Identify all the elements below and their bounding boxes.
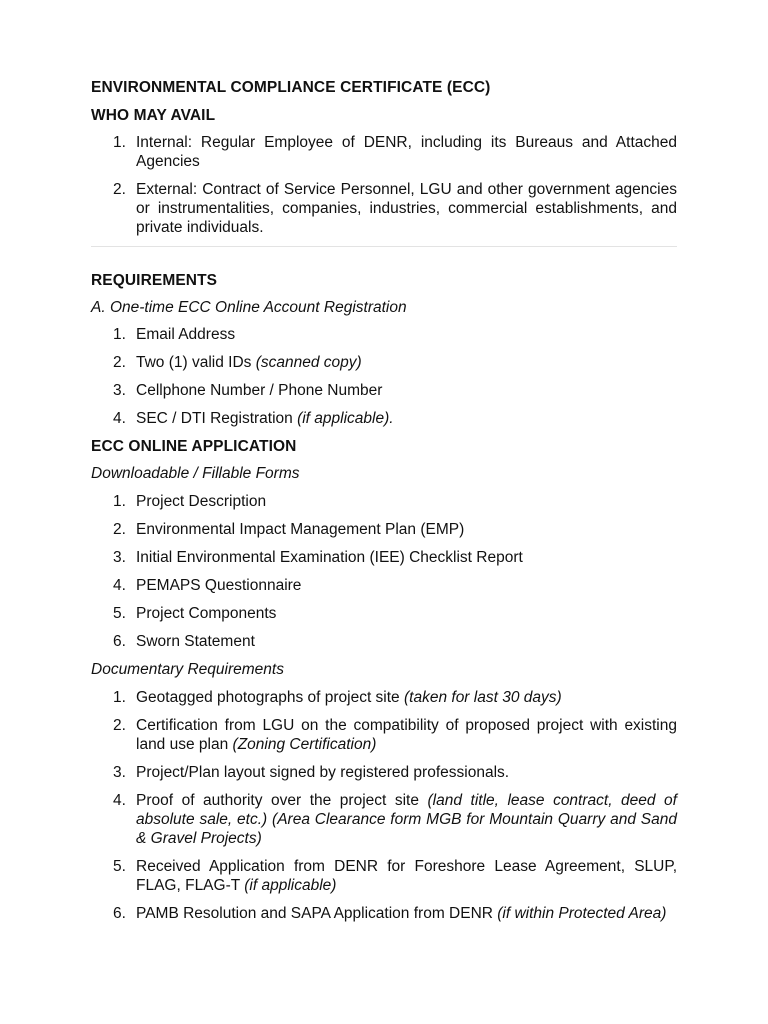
docs-subheading: Documentary Requirements [91,661,284,678]
online-application-heading: ECC ONLINE APPLICATION [91,438,297,455]
document-title: ENVIRONMENTAL COMPLIANCE CERTIFICATE (ECC) [91,79,491,96]
list-item-text: PAMB Resolution and SAPA Application from DENR [136,905,498,922]
docs-list [91,688,677,923]
list-item-text: Sworn Statement [136,633,255,650]
forms-list [91,492,677,651]
list-item [91,133,677,171]
list-item-text: Internal: Regular Employee of DENR, including its Bureaus and Attached Agencies [136,134,677,170]
list-item [91,409,677,428]
list-number: 1. [113,134,126,151]
list-item-note: (if applicable). [297,410,394,427]
list-item-text: Initial Environmental Examination (IEE) Checklist Report [136,549,523,566]
list-item-note: (if within Protected Area) [497,905,667,922]
list-number: 3. [113,549,126,566]
list-item-text: External: Contract of Service Personnel, LGU and other government agencies or instrumentalities, companies, industries, commercial establishments, and private individuals. [136,181,677,236]
list-number: 1. [113,689,126,706]
list-item [91,791,677,848]
list-item [91,325,677,344]
list-number: 6. [113,633,126,650]
list-item-note: (land title, lease contract, deed of absolute sale, etc.) (Area Clearance form MGB for Mountain Quarry and Sand & Gravel Projects) [136,792,677,847]
list-item [91,688,677,707]
list-number: 4. [113,792,126,809]
who-may-avail-heading: WHO MAY AVAIL [91,107,216,124]
list-item [91,492,677,511]
section-divider [91,246,677,247]
list-item [91,716,677,754]
list-item-text: PEMAPS Questionnaire [136,577,302,594]
requirements-heading: REQUIREMENTS [91,272,218,289]
list-item [91,604,677,623]
list-item [91,548,677,567]
document-content [91,78,677,923]
list-item [91,353,677,372]
list-item [91,632,677,651]
list-item-text: Cellphone Number / Phone Number [136,382,383,399]
forms-subheading: Downloadable / Fillable Forms [91,465,300,482]
who-may-avail-list [91,133,677,237]
list-item-note: (taken for last 30 days) [404,689,562,706]
list-number: 2. [113,181,126,198]
list-item-note: (if applicable) [244,877,337,894]
list-number: 1. [113,326,126,343]
list-item [91,576,677,595]
list-item-text: Two (1) valid IDs [136,354,256,371]
list-item-text: Project Description [136,493,267,510]
list-number: 3. [113,382,126,399]
list-item-note: (Zoning Certification) [232,736,377,753]
list-number: 2. [113,717,126,734]
registration-list [91,325,677,428]
list-number: 4. [113,410,126,427]
list-item-text: Received Application from DENR for Foreshore Lease Agreement, SLUP, FLAG, FLAG-T [136,858,677,894]
list-item [91,904,677,923]
list-item-text: Email Address [136,326,236,343]
list-item [91,180,677,237]
list-item-text: Project/Plan layout signed by registered professionals. [136,764,510,781]
list-item-text: Project Components [136,605,277,622]
list-item-text: Environmental Impact Management Plan (EMP) [136,521,465,538]
list-item [91,520,677,539]
list-number: 2. [113,354,126,371]
list-number: 3. [113,764,126,781]
list-item-text: Geotagged photographs of project site [136,689,404,706]
list-number: 2. [113,521,126,538]
registration-subheading: A. One-time ECC Online Account Registration [91,299,407,316]
list-number: 6. [113,905,126,922]
list-number: 1. [113,493,126,510]
list-item [91,381,677,400]
list-number: 5. [113,858,126,875]
list-number: 5. [113,605,126,622]
list-item [91,857,677,895]
list-number: 4. [113,577,126,594]
list-item-note: (scanned copy) [255,354,362,371]
list-item-text: Certification from LGU on the compatibility of proposed project with existing land use plan [136,717,677,753]
list-item [91,763,677,782]
list-item-text: SEC / DTI Registration [136,410,298,427]
list-item-text: Proof of authority over the project site [136,792,428,809]
